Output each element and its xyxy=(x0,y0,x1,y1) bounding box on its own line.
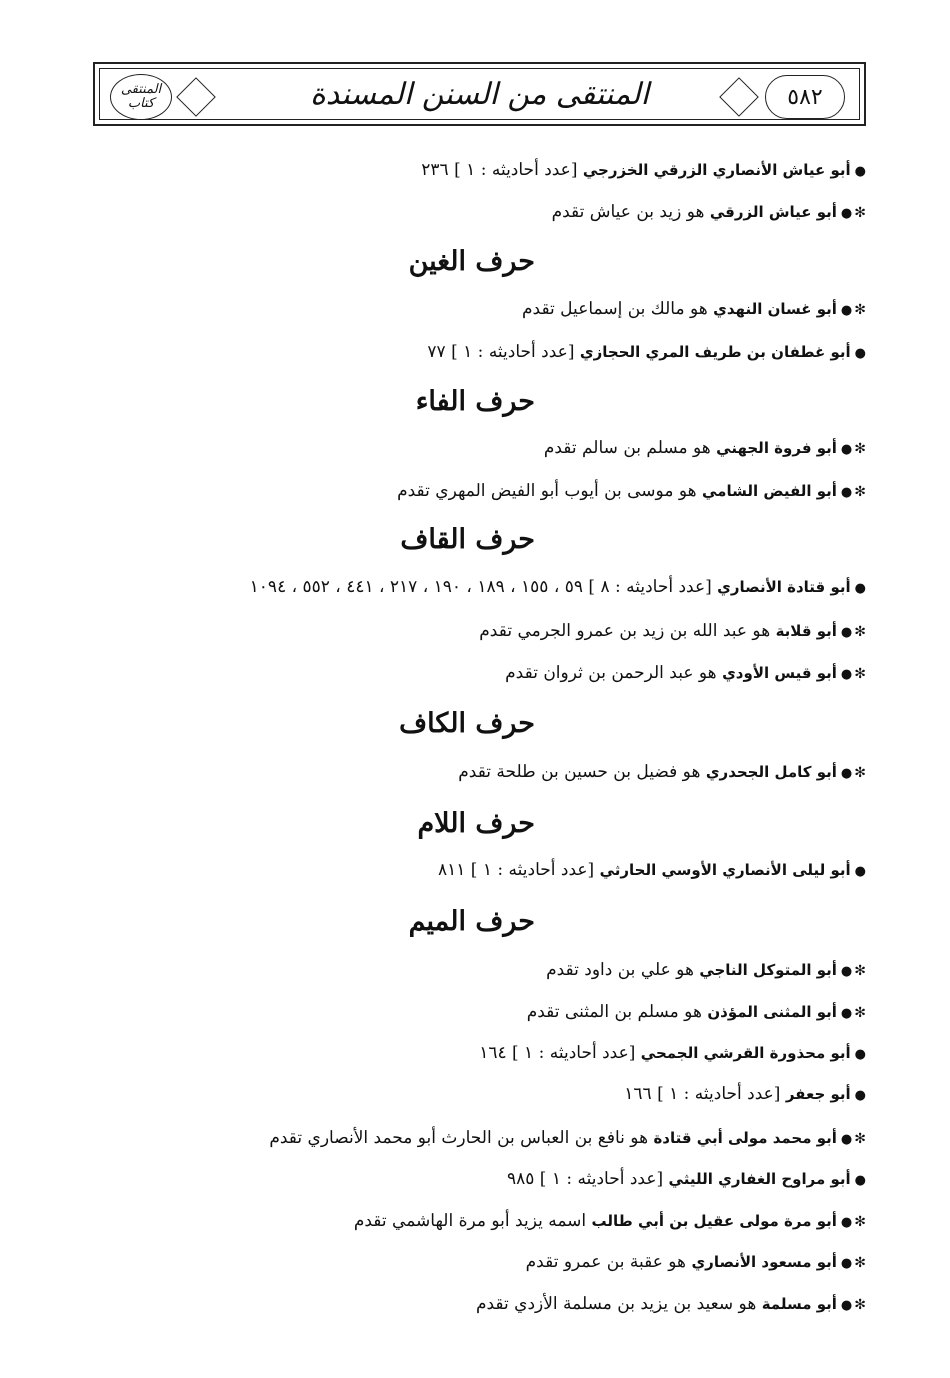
asterisk-icon: ✻ xyxy=(854,205,866,221)
entry-name: أبو كامل الجحدري xyxy=(705,763,837,781)
entry xyxy=(527,1000,866,1026)
asterisk-icon: ✻ xyxy=(854,963,866,979)
entry-detail: [عدد أحاديثه : ١ ] ٨١١ xyxy=(437,860,600,880)
entry-detail: هو زيد بن عياش تقدم xyxy=(551,202,710,222)
asterisk-icon: ✻ xyxy=(854,1255,866,1271)
entry-detail: اسمه يزيد أبو مرة الهاشمي تقدم xyxy=(353,1211,592,1231)
asterisk-icon: ✻ xyxy=(854,666,866,682)
asterisk-icon: ✻ xyxy=(854,441,866,457)
entry-name: أبو غطفان بن طريف المري الحجازي xyxy=(579,343,851,361)
entry-name: أبو الفيض الشامي xyxy=(702,482,837,500)
entry-name: أبو قيس الأودي xyxy=(722,664,837,682)
entry-name: أبو قتادة الأنصاري xyxy=(717,578,851,596)
entry-name: أبو المثنى المؤذن xyxy=(707,1003,837,1021)
bullet-icon: ● xyxy=(840,206,853,221)
bullet-icon: ● xyxy=(840,1006,853,1021)
entry-detail: هو نافع بن العباس بن الحارث أبو محمد الأنصاري تقدم xyxy=(269,1128,654,1148)
bullet-icon: ● xyxy=(840,485,853,500)
entry xyxy=(421,158,866,184)
entry-name: أبو محمد مولى أبي قتادة xyxy=(653,1129,837,1147)
bullet-icon: ● xyxy=(840,1298,853,1313)
bullet-icon: ● xyxy=(840,667,853,682)
asterisk-icon: ✻ xyxy=(854,765,866,781)
section-heading: حرف الغين xyxy=(408,246,535,277)
entry-detail: هو فضيل بن حسين بن طلحة تقدم xyxy=(458,762,706,782)
entry xyxy=(269,1126,866,1152)
bullet-icon: ● xyxy=(854,581,866,596)
entry xyxy=(250,575,866,601)
entry-name: أبو عياش الزرقي xyxy=(709,203,837,221)
entry xyxy=(522,297,866,323)
entry-name: أبو مراوح الغفاري الليثي xyxy=(668,1170,851,1188)
entry-detail: هو سعيد بن يزيد بن مسلمة الأزدي تقدم xyxy=(475,1294,762,1314)
bullet-icon: ● xyxy=(840,1256,853,1271)
entry-detail: [عدد أحاديثه : ١ ] ٢٣٦ xyxy=(421,160,583,180)
entry-name: أبو غسان النهدي xyxy=(713,300,837,318)
page-number: ٥٨٢ xyxy=(765,75,845,119)
entry-name: أبو محذورة القرشي الجمحي xyxy=(640,1044,851,1062)
entry xyxy=(438,858,866,884)
entry xyxy=(624,1082,866,1108)
entry-detail: هو مسلم بن المثنى تقدم xyxy=(526,1002,708,1022)
entry-detail: هو عبد الرحمن بن ثروان تقدم xyxy=(505,663,723,683)
bullet-icon: ● xyxy=(840,1132,853,1147)
asterisk-icon: ✻ xyxy=(854,1297,866,1313)
book-title: المنتقى من السنن المسندة xyxy=(310,77,649,112)
bullet-icon: ● xyxy=(840,766,853,781)
entry-name: أبو مرة مولى عقيل بن أبي طالب xyxy=(591,1212,837,1230)
entry xyxy=(552,200,866,226)
bullet-icon: ● xyxy=(854,1047,866,1062)
bullet-icon: ● xyxy=(854,346,866,361)
entry-detail: [عدد أحاديثه : ١ ] ٩٨٥ xyxy=(506,1169,669,1189)
entry xyxy=(476,1292,866,1318)
entry xyxy=(354,1209,866,1235)
entry-detail: [عدد أحاديثه : ٨ ] ٥٩ ، ١٥٥ ، ١٨٩ ، ١٩٠ ، ٢١٧ ، ٤٤١ ، ٥٥٢ ، ١٠٩٤ xyxy=(249,577,718,597)
section-heading: حرف الكاف xyxy=(399,708,535,739)
entry-name: أبو مسعود الأنصاري xyxy=(691,1253,837,1271)
page-header xyxy=(93,62,866,126)
section-heading: حرف اللام xyxy=(417,808,535,839)
bullet-icon: ● xyxy=(854,1173,866,1188)
section-heading: حرف الميم xyxy=(408,906,535,937)
entry xyxy=(397,479,866,505)
bullet-icon: ● xyxy=(840,964,853,979)
asterisk-icon: ✻ xyxy=(854,1005,866,1021)
header-frame xyxy=(99,68,860,120)
entry xyxy=(479,619,866,645)
entry-name: أبو جعفر xyxy=(785,1085,851,1103)
entry xyxy=(546,958,866,984)
entry-name: أبو عياش الأنصاري الزرقي الخزرجي xyxy=(582,161,851,179)
entry-detail: [عدد أحاديثه : ١ ] ١٦٦ xyxy=(624,1084,786,1104)
entry-name: أبو المتوكل الناجي xyxy=(699,961,837,979)
entry xyxy=(505,661,866,687)
entry xyxy=(427,340,866,366)
bullet-icon: ● xyxy=(840,303,853,318)
entry-name: أبو قلابة xyxy=(775,622,837,640)
bullet-icon: ● xyxy=(854,1088,866,1103)
bullet-icon: ● xyxy=(854,864,866,879)
entry-detail: هو عبد الله بن زيد بن عمرو الجرمي تقدم xyxy=(479,621,776,641)
entry-detail: [عدد أحاديثه : ١ ] ١٦٤ xyxy=(479,1043,641,1063)
asterisk-icon: ✻ xyxy=(854,624,866,640)
entry-detail: هو عقبة بن عمرو تقدم xyxy=(525,1252,692,1272)
bullet-icon: ● xyxy=(854,164,866,179)
entry xyxy=(458,760,866,786)
bullet-icon: ● xyxy=(840,1215,853,1230)
entry-name: أبو مسلمة xyxy=(761,1295,837,1313)
asterisk-icon: ✻ xyxy=(854,484,866,500)
book-logo: المنتقى كتاب xyxy=(110,74,172,120)
entry-detail: هو موسى بن أيوب أبو الفيض المهري تقدم xyxy=(397,481,702,501)
section-heading: حرف الفاء xyxy=(415,386,535,417)
entry-detail: [عدد أحاديثه : ١ ] ٧٧ xyxy=(427,342,580,362)
bullet-icon: ● xyxy=(840,625,853,640)
entry xyxy=(526,1250,866,1276)
bullet-icon: ● xyxy=(840,442,853,457)
entry-name: أبو فروة الجهني xyxy=(716,439,837,457)
section-heading: حرف القاف xyxy=(400,524,535,555)
asterisk-icon: ✻ xyxy=(854,1131,866,1147)
entry-detail: هو مسلم بن سالم تقدم xyxy=(543,438,717,458)
asterisk-icon: ✻ xyxy=(854,302,866,318)
entry xyxy=(507,1167,866,1193)
entry xyxy=(479,1041,866,1067)
entry-detail: هو مالك بن إسماعيل تقدم xyxy=(522,299,714,319)
entry-detail: هو علي بن داود تقدم xyxy=(546,960,700,980)
entry xyxy=(544,436,866,462)
asterisk-icon: ✻ xyxy=(854,1214,866,1230)
entry-name: أبو ليلى الأنصاري الأوسي الحارثي xyxy=(599,861,851,879)
